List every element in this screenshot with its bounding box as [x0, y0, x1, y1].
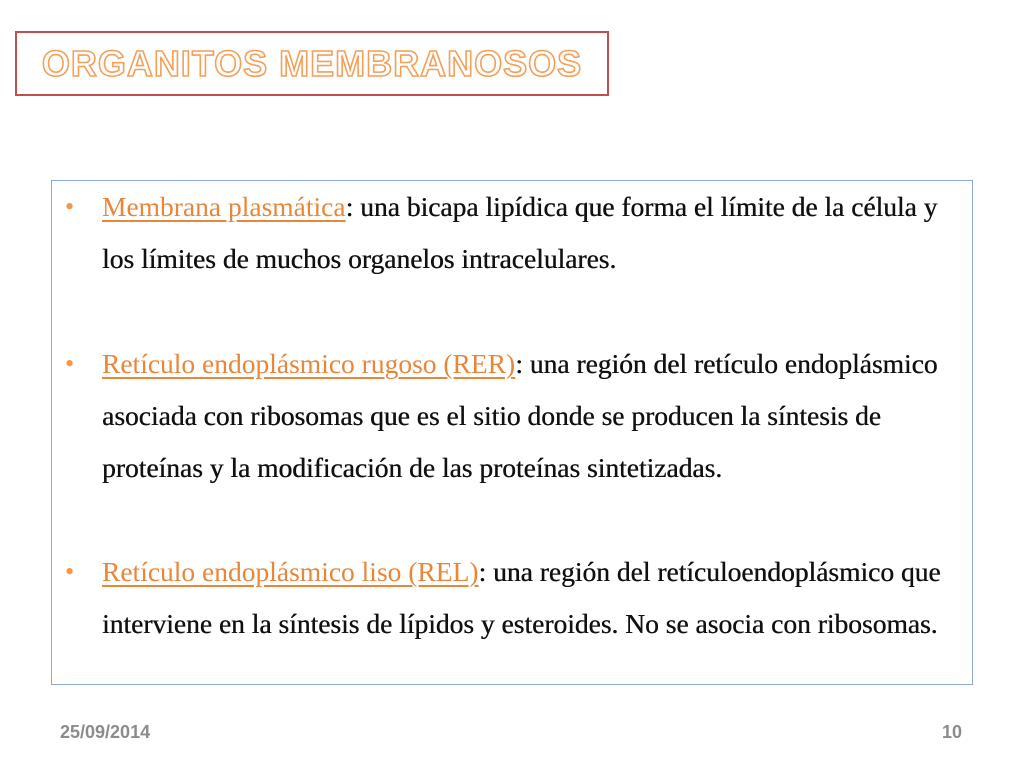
term-link[interactable]: Membrana plasmática	[102, 191, 346, 222]
slide-title-box	[15, 31, 609, 96]
definition-text: : una bicapa lipídica que forma el límite de la célula y los límites de muchos organelos intracelulares.	[102, 191, 938, 274]
term-link[interactable]: Retículo endoplásmico liso (REL)	[102, 556, 479, 587]
bullet-dot-icon: •	[65, 557, 75, 586]
footer-date: 25/09/2014	[60, 722, 151, 742]
term-link[interactable]: Retículo endoplásmico rugoso (RER)	[102, 348, 516, 379]
bullet-item-rel	[52, 546, 974, 650]
definition-text: : una región del retículoendoplásmico que interviene en la síntesis de lípidos y esteroides. No se asocia con ribosomas.	[102, 556, 941, 639]
bullet-text	[102, 546, 954, 650]
bullet-item-rer	[52, 338, 974, 494]
bullet-dot-icon: •	[65, 349, 75, 378]
footer-page-number: 10	[941, 722, 962, 742]
definition-text: : una región del retículo endoplásmico asociada con ribosomas que es el sitio donde se producen la síntesis de proteínas y la modificación de las proteínas sintetizadas.	[102, 348, 938, 483]
bullet-text	[102, 181, 954, 285]
slide-title: ORGANITOS MEMBRANOSOS	[41, 42, 583, 84]
content-box	[51, 180, 973, 685]
bullet-dot-icon: •	[65, 192, 75, 221]
bullet-item-membrana-plasmatica	[52, 181, 974, 285]
bullet-text	[102, 338, 954, 494]
